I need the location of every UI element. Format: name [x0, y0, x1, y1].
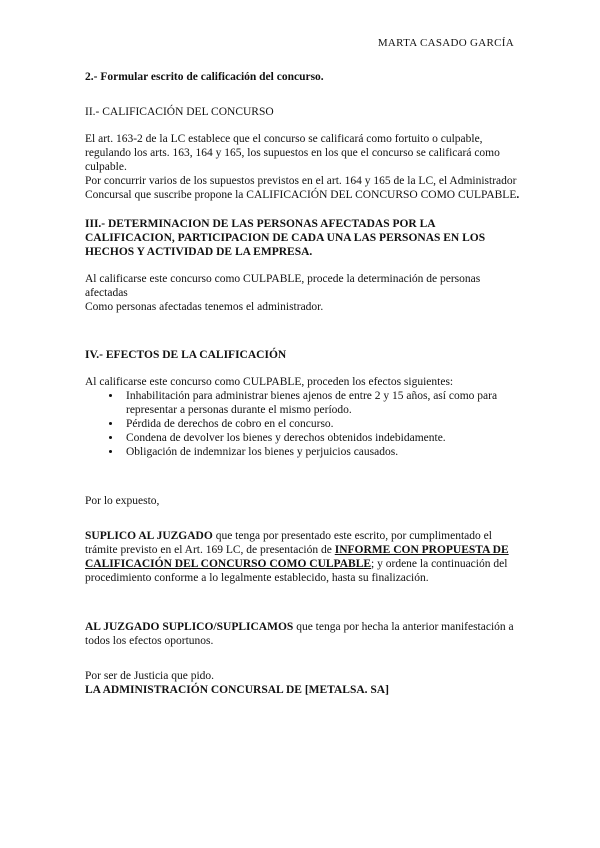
justicia-line: Por ser de Justicia que pido.	[85, 670, 215, 682]
section-2-proposal	[85, 174, 525, 202]
list-item: • Inhabilitación para administrar bienes ajenos de entre 2 y 15 años, así como para representar a personas durante el mismo período.	[122, 389, 525, 417]
section-2-proposal-end: .	[516, 189, 520, 201]
al-juzgado-text: que tenga por hecha la anterior manifestación a todos los efectos oportunos.	[85, 621, 514, 647]
section-3-paragraph: Al calificarse este concurso como CULPABLE, procede la determinación de personas afectadas	[85, 273, 481, 299]
section-2-proposal-text: Por concurrir varios de los supuestos previstos en el art. 164 y 165 de la LC, el Administrador Concursal que suscribe propone la CALIFICACIÓN DEL CONCURSO COMO CULPABLE	[85, 175, 517, 201]
suplico-informe: INFORME CON PROPUESTA DE CALIFICACIÓN DEL CONCURSO COMO CULPABLE	[85, 544, 509, 570]
signature-line: LA ADMINISTRACIÓN CONCURSAL DE [METALSA. SA]	[85, 684, 389, 696]
por-lo-expuesto: Por lo expuesto,	[85, 495, 160, 507]
al-juzgado-label: AL JUZGADO SUPLICO/SUPLICAMOS	[85, 621, 294, 633]
section-2-paragraph: El art. 163-2 de la LC establece que el concurso se calificará como fortuito o culpable, regulando los arts. 163, 164 y 165, los supuestos en los que el concurso se calificará como culpable.	[85, 133, 500, 173]
section-2-heading: II.- CALIFICACIÓN DEL CONCURSO	[85, 106, 274, 118]
suplico-text-1: que tenga por presentado este escrito, por cumplimentado el trámite previsto en el Art. 169 LC, de presentación de	[85, 530, 492, 556]
suplico-label: SUPLICO AL JUZGADO	[85, 530, 213, 542]
section-3-affected-persons: Como personas afectadas tenemos el administrador.	[85, 301, 324, 313]
list-item: • Condena de devolver los bienes y derechos obtenidos indebidamente.	[122, 431, 525, 445]
list-item: • Obligación de indemnizar los bienes y perjuicios causados.	[122, 445, 525, 459]
section-3-heading: III.- DETERMINACION DE LAS PERSONAS AFECTADAS POR LA CALIFICACION, PARTICIPACION DE CADA UNA LAS PERSONAS EN LOS HECHOS Y ACTIVIDAD DE LA EMPRESA.	[85, 218, 486, 258]
suplico-text-2: ; y ordene la continuación del procedimiento conforme a lo legalmente establecido, hasta su finalización.	[85, 558, 508, 584]
al-juzgado-paragraph	[85, 620, 525, 648]
effects-list	[85, 389, 525, 459]
section-4-intro: Al calificarse este concurso como CULPABLE, proceden los efectos siguientes:	[85, 376, 454, 388]
page-header-author: MARTA CASADO GARCÍA	[377, 37, 514, 49]
section-4-heading: IV.- EFECTOS DE LA CALIFICACIÓN	[85, 349, 287, 361]
document-body	[85, 70, 525, 697]
task-title: 2.- Formular escrito de calificación del concurso.	[85, 71, 324, 83]
suplico-paragraph	[85, 529, 525, 585]
list-item: • Pérdida de derechos de cobro en el concurso.	[122, 417, 525, 431]
